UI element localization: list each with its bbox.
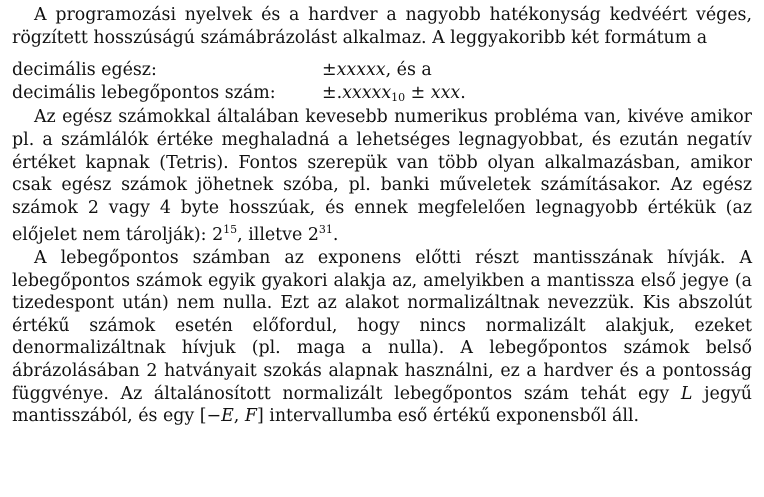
format-term-integer: decimális egész:: [12, 60, 157, 81]
var-F: F: [244, 406, 257, 427]
power-2-31: [308, 225, 333, 245]
var-E: E: [221, 406, 234, 427]
float-text-3: intervallumba eső értékű exponensből áll.: [263, 406, 640, 427]
format-suffix: .: [460, 82, 466, 103]
format-value-float: [322, 82, 752, 105]
interval-close: ]: [256, 406, 264, 427]
format-mantissa: xxxxx: [336, 60, 386, 81]
power-2-15: [212, 225, 237, 245]
format-sign: ±.: [322, 82, 343, 103]
format-value-integer: [322, 59, 752, 82]
power-base: 2: [212, 225, 224, 246]
format-suffix: , és a: [385, 60, 432, 81]
power-base: 2: [307, 225, 319, 246]
format-row-float: [12, 82, 752, 105]
format-list: [12, 59, 752, 104]
float-text: A lebegőpontos számban az exponens előtti részt mantisszának hívják. A lebegőpontos számok egyik gyakori alakja az, amelyikben a mantissza első jegye (a tizedespont után) nem nulla. Ezt az alakot normalizáltnak nevezzük. Kis abszolút értékű számok esetén előfordul, hogy nincs normalizált alakjuk, ezeket denormalizáltnak hívjuk (pl. maga a nulla). A lebegőpontos számok belső ábrázolásában 2 hatványait szokás alapnak használni, ez a hardver és a pontosság függvénye. Az általánosított normalizált lebegőpontos szám tehát egy: [12, 247, 752, 404]
power-exponent: 15: [223, 223, 238, 237]
integers-middle: , illetve: [237, 225, 308, 246]
format-sign: ±: [322, 60, 337, 81]
format-exponent: xxx: [430, 82, 461, 103]
float-paragraph: [12, 247, 752, 428]
format-term-float: decimális lebegőpontos szám:: [12, 82, 276, 103]
format-base: 10: [391, 90, 406, 104]
float-text-2: jegyű mantisszából, és egy: [12, 383, 752, 427]
var-L: L: [680, 383, 693, 404]
format-exp-sign: ±: [405, 82, 431, 103]
intro-paragraph: [12, 4, 752, 49]
integers-end: .: [332, 225, 339, 246]
power-exponent: 31: [318, 223, 333, 237]
integers-paragraph: [12, 106, 752, 247]
interval-open: [−: [199, 406, 222, 427]
intro-text: A programozási nyelvek és a hardver a nagyobb hatékonyság kedvéért véges, rögzített hosszúságú számábrázolást alkalmaz. A leggyakoribb két formátum a: [12, 5, 752, 48]
interval-comma: ,: [233, 406, 245, 427]
integers-text: Az egész számokkal általában kevesebb numerikus probléma van, kivéve amikor pl. a számlálók értéke meghaladná a lehetséges legnagyobbat, és ezután negatív értéket kapnak (Tetris). Fontos szerepük van több olyan alkalmazásban, amikor csak egész számok jöhetnek szóba, pl. banki műveletek számításakor. Az egész számok 2 vagy 4 byte hosszúak, és ennek megfelelően legnagyobb értékük (az előjelet nem tárolják):: [12, 107, 752, 246]
format-mantissa: xxxxx: [342, 82, 392, 103]
format-row-integer: [12, 59, 752, 82]
